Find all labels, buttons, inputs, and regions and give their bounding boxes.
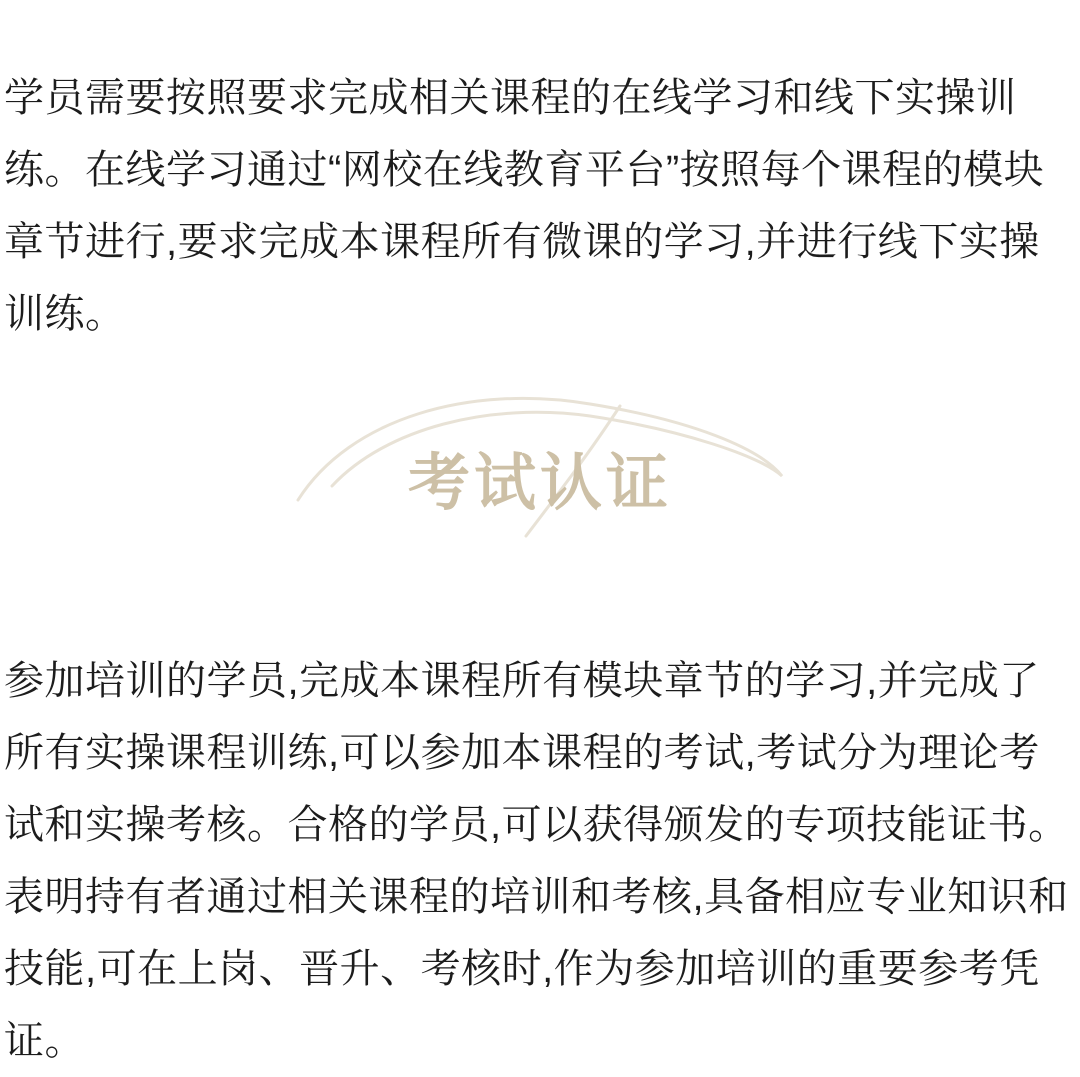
section-heading-text: 考试认证: [407, 449, 672, 518]
paragraph-training-requirements: 学员需要按照要求完成相关课程的在线学习和线下实操训练。在线学习通过“网校在线教育平台”按照每个课程的模块章节进行,要求完成本课程所有微课的学习,并进行线下实操训练。: [4, 76, 1045, 336]
section-heading-block: [0, 390, 1080, 590]
paragraph-exam-certification: 参加培训的学员,完成本课程所有模块章节的学习,并完成了所有实操课程训练,可以参加本课程的考试,考试分为理论考试和实操考核。合格的学员,可以获得颁发的专项技能证书。表明持有者通过相关课程的培训和考核,具备相应专业知识和技能,可在上岗、晋升、考核时,作为参加培训的重要参考凭证。: [4, 659, 1069, 1063]
